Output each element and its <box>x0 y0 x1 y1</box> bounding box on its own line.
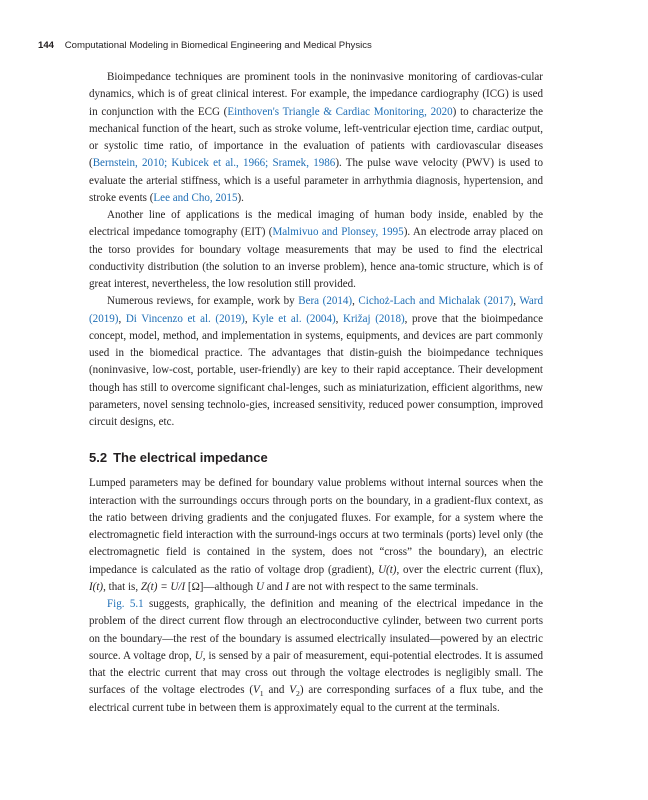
text: ). An electrode array placed on the torso provides for boundary voltage measurements that may be used to find the electrical conductivity distribution (the solution to an inverse problem), hence ana-tomic structure, which is of great interest, nevertheless, the low resolution still provided. <box>89 226 543 290</box>
paragraph-4 <box>89 475 543 596</box>
math-expression: V <box>289 684 296 697</box>
text: ). The pulse wave velocity (PWV) is used to evaluate the arterial stiffness, which is a useful parameter in arrhythmia diagnosis, hypertension, and stroke events ( <box>89 157 543 204</box>
page-number: 144 <box>38 40 55 51</box>
text: , <box>352 295 359 308</box>
citation-link[interactable]: Ward (2019) <box>89 295 543 325</box>
text: Bioimpedance techniques are prominent tools in the noninvasive monitoring of cardiovas-cular dynamics, which is of great clinical interest. For example, the impedance cardiography (ICG) is used in conjunction with the ECG ( <box>89 71 543 118</box>
text: , <box>513 295 520 308</box>
text: ) to characterize the mechanical function of the heart, such as stroke volume, left-ventricular ejection time, cardiac output, or systolic time ratio, of importance in the evaluation of patients with cardiovascular diseases ( <box>89 105 543 170</box>
math-expression: Z(t) = U/I <box>140 580 186 593</box>
text: , prove that the bioimpedance concept, model, method, and implementation in systems, equipments, and devices are part commonly used in the biomedical practice. The advantages that distin-guish the bioimpedance techniques (noninvasive, low-cost, portable, user-friendly) are key to their rapid acceptance. Their development though has still to overcome significant chal-lenges, such as miniaturization, efficient algorithms, new parameters, novel sensing technolo-gies, increased sensitivity, reduced power consumption, improved circuit designs, etc. <box>89 312 543 428</box>
text: [Ω]—although <box>185 580 256 593</box>
citation-link[interactable]: Križaj (2018) <box>343 312 405 325</box>
subscript: 1 <box>259 689 264 699</box>
subscript: 2 <box>296 689 300 699</box>
math-expression: U(t) <box>378 563 397 576</box>
text: Another line of applications is the medical imaging of human body inside, enabled by the electrical impedance tomography (EIT) ( <box>89 209 543 239</box>
citation-link[interactable]: Di Vincenzo et al. (2019) <box>125 312 245 325</box>
math-expression: V <box>253 684 260 697</box>
text: , is sensed by a pair of measurement, equi-potential electrodes. It is assumed that the electric current that may cross out through the voltage electrodes is negligibly small. The surfaces of the voltage electrodes ( <box>89 649 543 697</box>
citation-link[interactable]: Malmivuo and Plonsey, 1995 <box>272 226 404 239</box>
paragraph-3 <box>89 293 543 431</box>
text: and <box>263 684 290 697</box>
citation-link[interactable]: Kyle et al. (2004) <box>252 312 336 325</box>
section-heading <box>89 449 543 466</box>
text: Numerous reviews, for example, work by <box>107 295 299 308</box>
citation-link[interactable]: Lee and Cho, 2015 <box>153 191 238 204</box>
text: Lumped parameters may be defined for boundary value problems without internal sources when the interaction with the surroundings occurs through ports on the boundary, in a gradient-flux context, as the ratio between driving gradients and the conjugated fluxes. For example, for a system where the electromagnetic field interaction with the surround-ings occurs at two terminals (ports) level only (the electromagnetic field is contained in the system, does not “cross” the boundary), an electric impedance is calculated as the ratio of voltage drop (gradient), <box>89 477 543 576</box>
text: are not with respect to the same terminals. <box>289 580 479 593</box>
text: , <box>244 312 253 325</box>
citation-link[interactable]: Bernstein, 2010; Kubicek et al., 1966; Sramek, 1986 <box>92 157 336 170</box>
paragraph-2 <box>89 207 543 293</box>
math-expression: I <box>285 580 290 593</box>
text: ) are corresponding surfaces of a flux tube, and the electrical current tube in between them is approximately equal to the current at the terminals. <box>89 684 544 714</box>
running-header <box>38 40 618 51</box>
figure-link[interactable]: Fig. 5.1 <box>107 598 144 610</box>
citation-link[interactable]: Einthoven's Triangle & Cardiac Monitoring, 2020 <box>227 105 453 118</box>
text: , <box>118 312 126 325</box>
section-title: The electrical impedance <box>113 450 268 466</box>
citation-link[interactable]: Cichoż-Lach and Michalak (2017) <box>358 295 514 308</box>
math-expression: U <box>255 580 264 593</box>
math-expression: U <box>194 649 203 662</box>
text: , that is, <box>103 580 141 593</box>
page-body <box>89 69 543 717</box>
section-number: 5.2 <box>89 450 108 466</box>
text: and <box>263 580 286 593</box>
text: ). <box>237 191 244 204</box>
citation-link[interactable]: Bera (2014) <box>298 295 353 308</box>
running-title: Computational Modeling in Biomedical Engineering and Medical Physics <box>64 40 372 51</box>
math-expression: I(t) <box>89 580 104 593</box>
text: suggests, graphically, the definition and meaning of the electrical impedance in the problem of the direct current flow through an electroconductive cylinder, between two current ports on the boundary—the rest of the boundary is assumed electrically insulated—powered by an electric source. A voltage drop, <box>89 598 543 662</box>
text: , <box>335 312 344 325</box>
text: , over the electric current (flux), <box>396 563 543 576</box>
paragraph-5 <box>89 596 543 717</box>
paragraph-1 <box>89 69 543 207</box>
